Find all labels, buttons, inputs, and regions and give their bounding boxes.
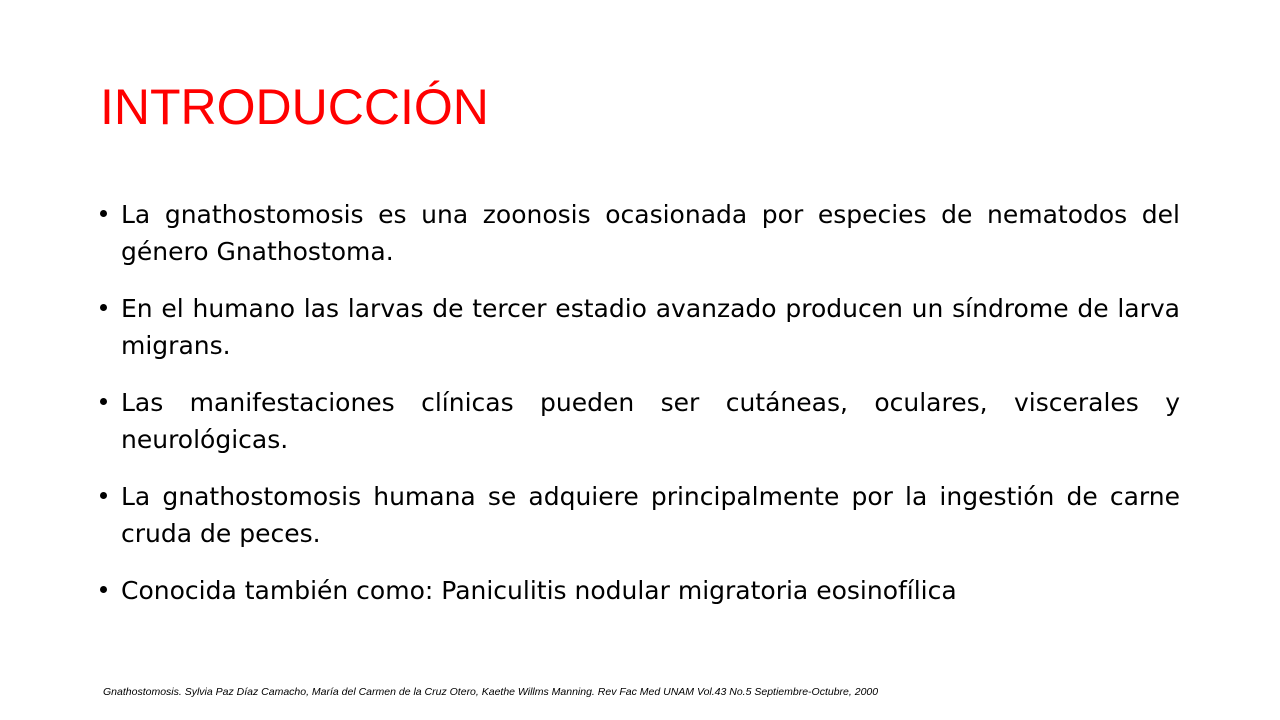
bullet-dot-icon bbox=[100, 398, 107, 405]
slide-title: INTRODUCCIÓN bbox=[100, 79, 489, 135]
citation-footnote: Gnathostomosis. Sylvia Paz Díaz Camacho, María del Carmen de la Cruz Otero, Kaethe Willms Manning. Rev Fac Med UNAM Vol.43 No.5 Septiembre-Octubre, 2000 bbox=[103, 686, 879, 698]
bullet-item bbox=[100, 478, 1180, 552]
bullet-list bbox=[100, 196, 1180, 609]
bullet-item bbox=[100, 572, 1180, 609]
bullet-dot-icon bbox=[100, 586, 107, 593]
bullet-item bbox=[100, 384, 1180, 458]
bullet-item bbox=[100, 290, 1180, 364]
bullet-item bbox=[100, 196, 1180, 270]
bullet-text: Conocida también como: Paniculitis nodular migratoria eosinofílica bbox=[121, 576, 957, 605]
bullet-text: En el humano las larvas de tercer estadio avanzado producen un síndrome de larva migrans. bbox=[121, 294, 1180, 360]
bullet-dot-icon bbox=[100, 492, 107, 499]
bullet-dot-icon bbox=[100, 304, 107, 311]
bullet-dot-icon bbox=[100, 210, 107, 217]
bullet-text: La gnathostomosis es una zoonosis ocasionada por especies de nematodos del género Gnathostoma. bbox=[121, 200, 1180, 266]
bullet-text: La gnathostomosis humana se adquiere principalmente por la ingestión de carne cruda de peces. bbox=[121, 482, 1180, 548]
bullet-text: Las manifestaciones clínicas pueden ser cutáneas, oculares, viscerales y neurológicas. bbox=[121, 388, 1180, 454]
